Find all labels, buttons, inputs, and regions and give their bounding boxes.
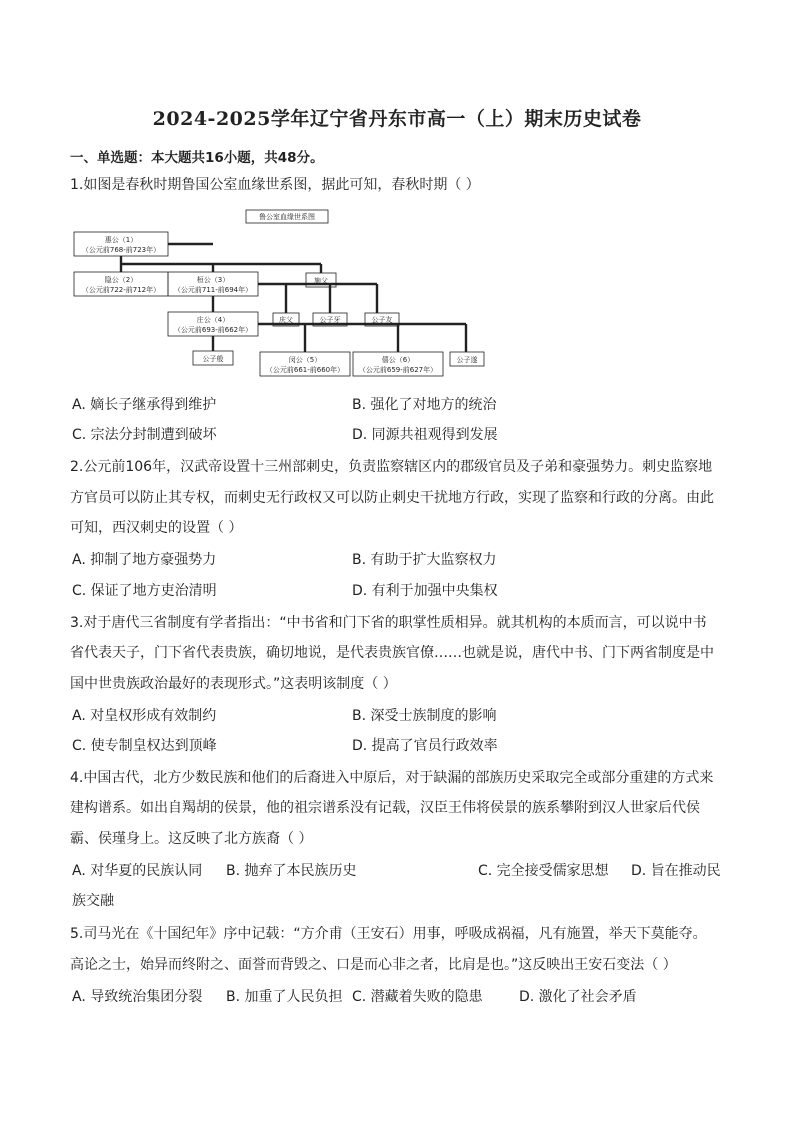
section-heading: 一、单选题：本大题共16小题，共48分。: [70, 150, 324, 166]
node-zhuanggong-name: 庄公（4）: [196, 316, 230, 324]
node-shifu: 施父: [314, 277, 328, 285]
node-huigong-date: （公元前768-前723年）: [81, 246, 161, 254]
node-gongziya: 公子牙: [319, 316, 341, 324]
q1-option-c[interactable]: C. 宗法分封制遭到破坏: [72, 427, 217, 443]
node-gongziyou: 公子友: [371, 316, 393, 324]
node-mingong-name: 闵公（5）: [288, 356, 322, 364]
q3-option-d[interactable]: D. 提高了官员行政效率: [352, 738, 498, 754]
node-huigong-name: 惠公（1）: [104, 236, 138, 244]
q5-stem-line: 5.司马光在《十国纪年》序中记载：“方介甫（王安石）用事，呼吸成祸福，凡有施置，举天下莫能夺。: [70, 926, 707, 942]
node-huangong-date: （公元前711-前694年）: [173, 286, 253, 294]
q2-stem-line: 2.公元前106年，汉武帝设置十三州部刺史，负责监察辖区内的郡级官员及子弟和豪强势力。刺史监察地: [70, 459, 713, 475]
q2-stem-line: 方官员可以防止其专权，而刺史无行政权又可以防止刺史干扰地方行政，实现了监察和行政的分离。由此: [70, 490, 714, 506]
q3-stem-line: 国中世贵族政治最好的表现形式。”这表明该制度（ ）: [70, 676, 397, 692]
q5-stem-line: 高论之士，始异而终附之、面誉而背毁之、口是而心非之者，比肩是也。”这反映出王安石变法（ ）: [70, 957, 677, 973]
node-gongzisui: 公子遂: [456, 356, 478, 364]
node-yingong-date: （公元前722-前712年）: [81, 286, 161, 294]
q4-stem-line: 霸、侯瑾身上。这反映了北方族裔（ ）: [70, 831, 313, 847]
q4-option-d[interactable]: D. 旨在推动民: [631, 863, 721, 879]
q3-option-b[interactable]: B. 深受士族制度的影响: [352, 708, 497, 724]
q4-option-b[interactable]: B. 抛弃了本民族历史: [226, 863, 357, 879]
q5-option-d[interactable]: D. 激化了社会矛盾: [519, 989, 637, 1005]
node-xigong-date: （公元前659-前627年）: [358, 366, 438, 374]
q2-option-c[interactable]: C. 保证了地方吏治清明: [72, 583, 217, 599]
node-xigong-name: 僖公（6）: [381, 356, 415, 364]
q4-stem-line: 建构谱系。如出自羯胡的侯景，他的祖宗谱系没有记载，汉臣王伟将侯景的族系攀附到汉人世家后代侯: [70, 800, 700, 816]
diagram-caption: 鲁公室血缘世系图: [259, 213, 315, 221]
node-gongziban: 公子般: [202, 355, 224, 363]
q3-stem-line: 省代表天子，门下省代表贵族，确切地说，是代表贵族官僚……也就是说，唐代中书、门下两省制度是中: [70, 645, 714, 661]
q1-option-a[interactable]: A. 嫡长子继承得到维护: [72, 397, 217, 413]
q5-option-b[interactable]: B. 加重了人民负担: [226, 989, 343, 1005]
q4-option-a[interactable]: A. 对华夏的民族认同: [72, 863, 203, 879]
node-huangong-name: 桓公（3）: [196, 276, 230, 284]
node-yingong-name: 隐公（2）: [104, 276, 138, 284]
q4-stem-line: 4.中国古代，北方少数民族和他们的后裔进入中原后，对于缺漏的部族历史采取完全或部分重建的方式来: [70, 770, 714, 786]
q4-option-d-wrap: 族交融: [72, 893, 114, 909]
q5-option-c[interactable]: C. 潜藏着失败的隐患: [352, 989, 483, 1005]
node-qingfu: 庆父: [279, 316, 293, 324]
node-zhuanggong-date: （公元前693-前662年）: [173, 326, 253, 334]
lineage-diagram: [70, 206, 490, 378]
q2-stem-line: 可知，西汉刺史的设置（ ）: [70, 520, 243, 536]
q2-option-b[interactable]: B. 有助于扩大监察权力: [352, 552, 497, 568]
q1-stem: 1.如图是春秋时期鲁国公室血缘世系图，据此可知，春秋时期（ ）: [70, 177, 480, 193]
q2-option-d[interactable]: D. 有利于加强中央集权: [352, 583, 498, 599]
q5-option-a[interactable]: A. 导致统治集团分裂: [72, 989, 203, 1005]
q1-option-d[interactable]: D. 同源共祖观得到发展: [352, 427, 498, 443]
q1-option-b[interactable]: B. 强化了对地方的统治: [352, 397, 497, 413]
q3-option-c[interactable]: C. 使专制皇权达到顶峰: [72, 738, 217, 754]
q3-stem-line: 3.对于唐代三省制度有学者指出：“中书省和门下省的职掌性质相异。就其机构的本质而言，可以说中书: [70, 615, 707, 631]
page-title: 2024-2025学年辽宁省丹东市高一（上）期末历史试卷: [152, 108, 642, 130]
q2-option-a[interactable]: A. 抑制了地方豪强势力: [72, 552, 217, 568]
q3-option-a[interactable]: A. 对皇权形成有效制约: [72, 708, 217, 724]
node-mingong-date: （公元前661-前660年）: [265, 366, 345, 374]
q4-option-c[interactable]: C. 完全接受儒家思想: [478, 863, 609, 879]
